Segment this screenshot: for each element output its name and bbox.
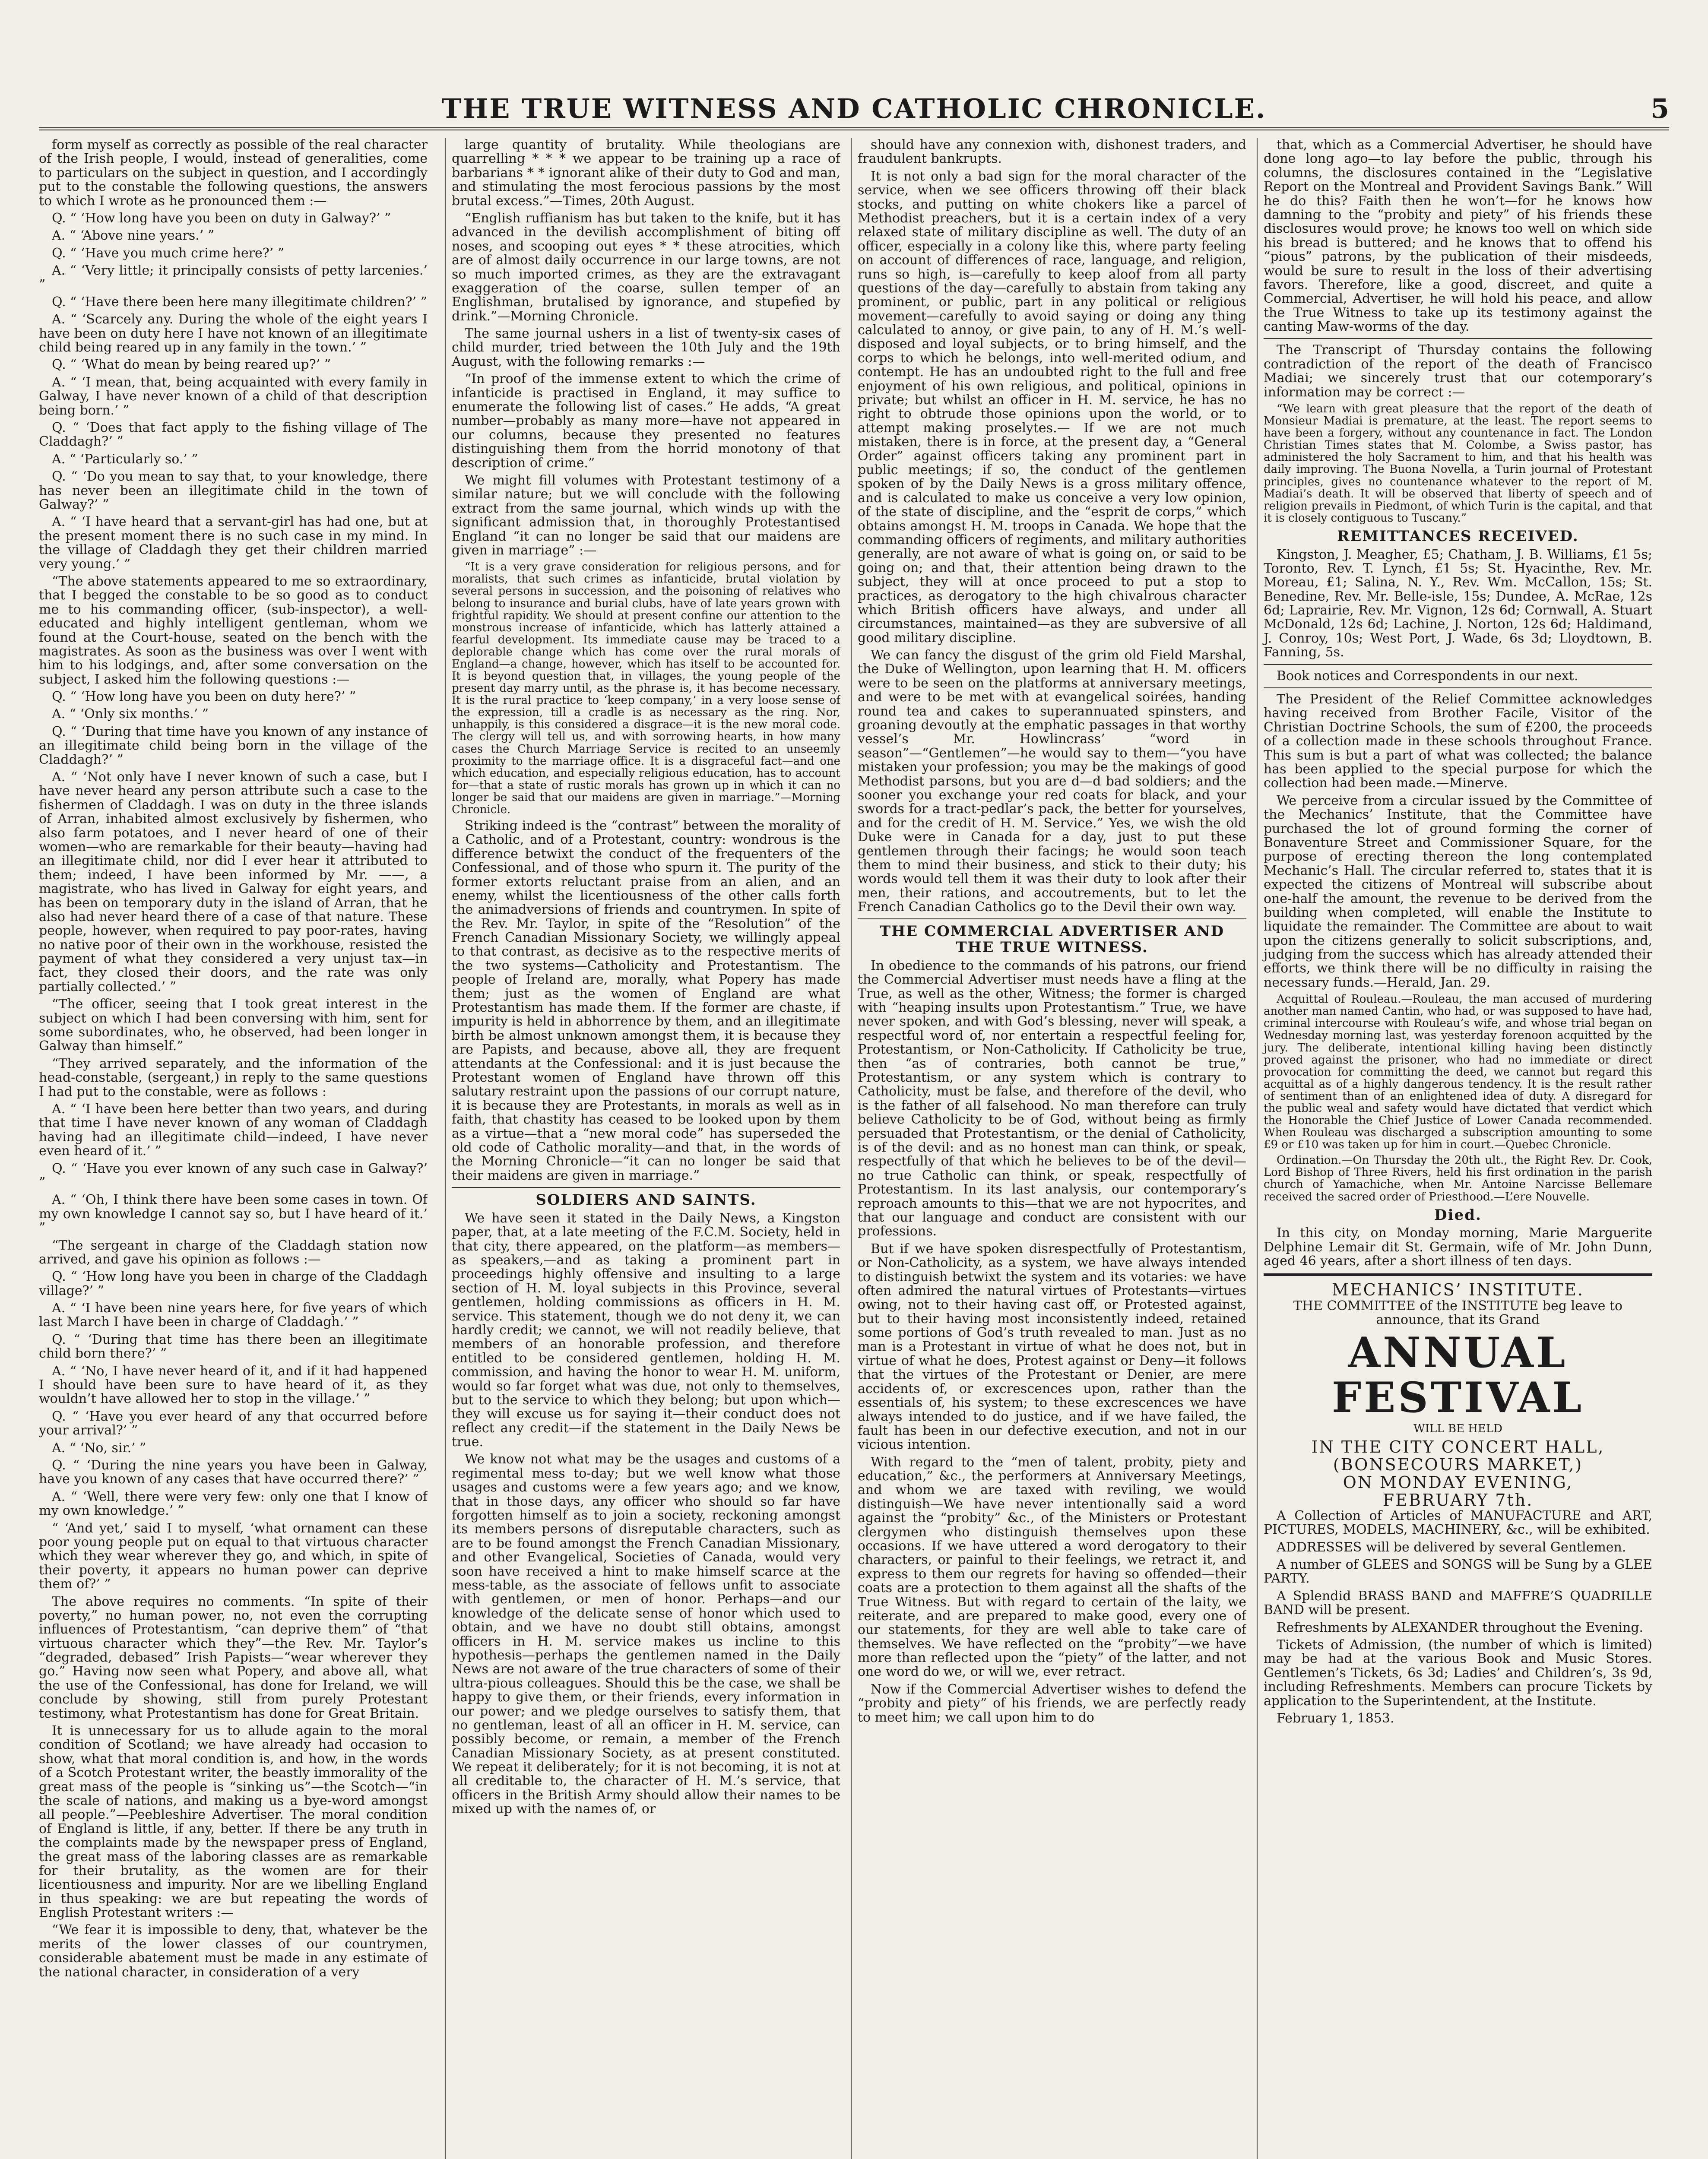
paragraph: “English ruffianism has but taken to the knife, but it has advanced in the devilish accomplishment of biting off noses, and scooping out eyes * * these atrocities, which are of almost daily occurrence in our large towns, are not so much imported crimes, as they are the extravagant exaggeration of the coarse, sullen temper of an Englishman, brutalised by ignorance, and stupefied by drink.”—Morning Chronicle. — [452, 210, 840, 324]
paragraph: A. “ ‘Not only have I never known of such a case, but I have never heard any person attribute such a case to the fishermen of Claddagh. I was on duty in the three islands of Arran, inhabited almost exclusively by fishermen, who also farm potatoes, and I never heard of one of their women—who are remarkable for their beauty—having had an illegitimate child, nor did I ever hear it attributed to them; indeed, I have been informed by Mr. ——, a magistrate, who has lived in Galway for eight years, and has been on temporary duty in the island of Arran, that he also had never heard there of a case of that nature. These people, however, when required to pay poor-rates, having no native poor of their own in the workhouse, resisted the payment of what they considered a very unjust tax—in fact, they closed their doors, and the rate was only partially collected.’ ” — [39, 769, 428, 994]
paragraph: A. “ ‘Particularly so.’ ” — [52, 451, 198, 467]
paragraph: “ ‘And yet,’ said I to myself, ‘what ornament can these poor young people put on equal to that virtuous character which they wear wherever they go, and which, in spite of their poverty, it appears no human power can deprive them of?’ ” — [39, 1520, 428, 1592]
column-3 — [851, 138, 1246, 2159]
newspaper-title: THE TRUE WITNESS AND CATHOLIC CHRONICLE. — [441, 93, 1267, 124]
paragraph: The Transcript of Thursday contains the following contradiction of the report of the death of Francisco Madiai; we sincerely trust that our cotemporary’s information may be correct :— — [1264, 342, 1652, 400]
ad-venue: IN THE CITY CONCERT HALL, — [1311, 1437, 1605, 1456]
paragraph: We might fill volumes with Protestant testimony of a similar nature; but we will conclude with the following extract from the same journal, which winds up with the significant admission that, in thoroughly Protestantised England “it can no longer be said that our maidens are given in marriage” :— — [452, 472, 840, 558]
ad-evening: ON MONDAY EVENING, — [1343, 1472, 1573, 1492]
paragraph: We know not what may be the usages and customs of a regimental mess to-day; but we well know what those usages and customs were a few years ago; and we know, that in those days, any officer who should so far have forgotten himself as to join a society, reckoning amongst its members persons of disreputable characters, such as are to be found amongst the French Canadian Missionary, and other Evangelical, Societies of Canada, would very soon have received a hint to make himself scarce at the mess-table, as the associate of fellows unfit to associate with gentlemen, or men of honor. Perhaps—and our knowledge of the delicate sense of honor which used to obtain, and we have no doubt still obtains, amongst officers in H. M. service makes us incline to this hypothesis—perhaps the gentlemen named in the Daily News are not aware of the true characters of some of their ultra-pious colleagues. Should this be the case, we shall be happy to give them, or their friends, every information in our power; and we pledge ourselves to satisfy them, that no gentleman, least of all an officer in H. M. service, can possibly become, or remain, a member of the French Canadian Missionary Society, as at present constituted. We repeat it deliberately; for it is not becoming, it is not at all creditable to, the character of H. M.’s service, that officers in the British Army should allow their names to be mixed up with the names of, or — [452, 1452, 840, 1817]
divider — [1264, 664, 1652, 665]
paragraph: A. “ ‘No, sir.’ ” — [52, 1440, 146, 1456]
paragraph: It is not only a bad sign for the moral character of the service, when we see officers throwing off their black stocks, and putting on white chokers like a parcel of Methodist preachers, but it is a certain index of a very relaxed state of military discipline as well. The duty of an officer, especially in a colony like this, where party feeling on account of differences of race, language, and religion, runs so high, is—carefully to keep aloof from all party questions of the day—carefully to abstain from taking any prominent, or public, part in any political or religious movement—carefully to avoid saying or doing any thing calculated to annoy, or give pain, to any of H. M.’s well-disposed and loyal subjects, or to bring himself, and the corps to which he belongs, into well-merited odium, and contempt. He has an undoubted right to the full and free enjoyment of his own religious, and political, opinions in private; but whilst an officer in H. M. service, he has no right to obtrude those opinions upon the world, or to attempt making proselytes.— If we are not much mistaken, there is in force, at the present day, a “General Order” against officers taking any prominent part in public meetings; if so, the conduct of the gentlemen spoken of by the Daily News is a gross military offence, and is calculated to make us conceive a very low opinion, of the state of discipline, and the “esprit de corps,” which obtains amongst H. M. troops in Canada. We hope that the commanding officers of regiments, and military authorities generally, are not aware of what is going on, or said to be going on; and that, their attention being drawn to the subject, they will at once proceed to put a stop to practices, as derogatory to the high chivalrous character which British officers have always, and under all circumstances, maintained—as they are subversive of all good military discipline. — [858, 168, 1246, 646]
died-heading: Died. — [1434, 1206, 1482, 1224]
divider — [1264, 338, 1652, 339]
paragraph: Q. “ ‘Have there been here many illegitimate children?’ ” — [52, 294, 428, 310]
paragraph: Ordination.—On Thursday the 20th ult., the Right Rev. Dr. Cook, Lord Bishop of Three Rivers, held his first ordination in the parish church of Yamachiche, when Mr. Antoine Narcisse Bellemare received the sacred order of Priesthood.—L’ere Nouvelle. — [1264, 1154, 1652, 1203]
paragraph: A. “ ‘Only six months.’ ” — [52, 706, 209, 722]
paragraph: Q. “ ‘How long have you been in charge of the Claddagh village?’ ” — [39, 1269, 428, 1298]
ad-title: ANNUAL FESTIVAL — [1331, 1328, 1584, 1422]
paragraph: “The sergeant in charge of the Claddagh station now arrived, and gave his opinion as follows :— — [39, 1238, 428, 1267]
paragraph: should have any connexion with, dishonest traders, and fraudulent bankrupts. — [858, 138, 1246, 167]
ad-line: ADDRESSES will be delivered by several Gentlemen. — [1277, 1539, 1626, 1555]
paragraph: Striking indeed is the “contrast” between the morality of a Catholic, and of a Protestant, country: wondrous is the difference betwixt the conduct of the frequenters of the Confessional, and of those who spurn it. The purity of the former extorts reluctant praise from an alien, and an enemy, whilst the licentiousness of the other calls forth the animadversions of friends and countrymen. In spite of the Rev. Mr. Taylor, in spite of the “Resolution” of the French Canadian Missionary Society, we willingly appeal to that contrast, as decisive as to the respective merits of the two systems—Catholicity and Protestantism. The people of Ireland are, morally, what Popery has made them; just as the women of England are what Protestantism has made them. If the former are chaste, if impurity is held in abhorrence by them, and an illegitimate birth be almost unknown amongst them, it is because they are Papists, and because, above all, they are frequent attendants at the Confessional: and it is just because the Protestant women of England have thrown off this salutary restraint upon the passions of our corrupt nature, it is because they are Protestants, in morals as well as in faith, that chastity has ceased to be looked upon by them as a virtue—that a “new moral code” has superseded the old code of Catholic morality—and that, in the words of the Morning Chronicle—“it can no longer be said that their maidens are given in marriage.” — [452, 818, 840, 1183]
paragraph: A. “ ‘I mean, that, being acquainted with every family in Galway, I have never known of a child of that description being born.’ ” — [39, 374, 428, 418]
column-4 — [1257, 138, 1652, 2159]
paragraph: But if we have spoken disrespectfully of Protestantism, or Non-Catholicity, as a system, we have always intended to distinguish betwixt the system and its votaries: we have often admired the natural virtues of Protestants—virtues owing, not to their having cast off, or Protested against, but to their having most inconsistently indeed, retained some portions of God’s truth revealed to man. Just as no man is a Protestant in virtue of what he does not, but in virtue of what he does, Protest against or Deny—it follows that the virtues of the Protestant or Denier, are mere accidents of, or excrescences upon, rather than the essentials of, his system; to these excrescences we have always intended to do justice, and if we have failed, the fault has been in our defective execution, and not in our vicious intention. — [858, 1241, 1246, 1453]
paragraph: Q. “ ‘What do mean by being reared up?’ ” — [52, 357, 331, 373]
paragraph: A. “ ‘Scarcely any. During the whole of the eight years I have been on duty here I have not known of an illegitimate child being reared up in any family in the town.’ ” — [39, 312, 428, 355]
paragraph: Q. “ ‘Have you ever heard of any that occurred before your arrival?’ ” — [39, 1409, 428, 1438]
paragraph: large quantity of brutality. While theologians are quarrelling * * * we appear to be training up a race of barbarians * * ignorant alike of their duty to God and man, and stimulating the most ferocious passions by the most brutal excess.”—Times, 20th August. — [452, 138, 840, 209]
paragraph: A. “ ‘Above nine years.’ ” — [52, 228, 215, 244]
ad-line: A number of GLEES and SONGS will be Sung by a GLEE PARTY. — [1264, 1557, 1652, 1586]
paragraph: In obedience to the commands of his patrons, our friend the Commercial Advertiser must needs have a fling at the True, as well as the other, Witness; the former is charged with “heaping insults upon Protestantism.” True, we have never spoken, and with God’s blessing, never will speak, a respectful word of, nor entertain a respectful feeling for, Protestantism, or Non-Catholicity. If Catholicity be true, then “as of contraries, both cannot be true,” Protestantism, or any system which is contrary to Catholicity, must be false, and therefore of the devil, who is the father of all falsehood. No man therefore can truly believe Catholicity to be of God, without being as firmly persuaded that Protestantism, or the denial of Catholicity, is of the devil: and as no honest man can think, or speak, respectfully of that which he believes to be of the devil—no true Catholic can think, or speak, respectfully of Protestantism. In its last analysis, our contemporary’s reproach amounts to this—that we are not hypocrites, and that our language and conduct are consistent with our professions. — [858, 958, 1246, 1239]
ad-heading: MECHANICS’ INSTITUTE. — [1331, 1280, 1584, 1300]
paragraph: Q. “ ‘Have you much crime here?’ ” — [52, 245, 285, 261]
column-1 — [39, 138, 428, 2159]
paragraph: “It is a very grave consideration for religious persons, and for moralists, that such crimes as infanticide, brutal violation by several persons in succession, and the poisoning of relatives who belong to insurance and burial clubs, have of late years grown with frightful rapidity. We should at present confine our attention to the monstrous increase of infanticide, which has latterly attained a fearful development. Its immediate cause may be traced to a deplorable change which has come over the rural morals of England—a change, however, which has itself to be accounted for. It is beyond question that, in villages, the young people of the present day marry until, as the phrase is, it has become necessary. It is the rural practice to ‘keep company,’ in a very loose sense of the expression, till a cradle is as necessary as the ring. Nor, unhappily, is this considered a disgrace—it is the new moral code. The clergy will tell us, and with sorrowing hearts, in how many cases the Church Marriage Service is recited to an unseemly proximity to the marriage office. It is a disgraceful fact—and one which education, and especially religious education, has to account for—that a state of rustic morals has grown up in which it can no longer be said that our maidens are given in marriage.”—Morning Chronicle. — [452, 560, 840, 816]
divider — [858, 918, 1246, 919]
paragraph: Q. “ ‘During that time have you known of any instance of an illegitimate child being born in the village of the Claddagh?’ ” — [39, 724, 428, 767]
paragraph: The President of the Relief Committee acknowledges having received from Brother Facile, Visitor of the Christian Doctrine Schools, the sum of £200, the proceeds of a collection made in these schools throughout France. This sum is but a part of what was collected; the balance has been applied to the special purpose for which the collection had been made.—Minerve. — [1264, 692, 1652, 791]
paragraph: A. “ ‘I have been here better than two years, and during that time I have never known of any woman of Claddagh having had an illegitimate child—indeed, I have never even heard of it.’ ” — [39, 1102, 428, 1159]
ad-intro: THE COMMITTEE of the INSTITUTE beg leave to announce, that its Grand — [1293, 1298, 1623, 1327]
ad-line: A Splendid BRASS BAND and MAFFRE’S QUADRILLE BAND will be present. — [1264, 1588, 1652, 1618]
paragraph: Q. “ ‘During that time has there been an illegitimate child born there?’ ” — [39, 1332, 428, 1361]
ad-date: FEBRUARY 7th. — [1382, 1490, 1534, 1510]
ad-line: A Collection of Articles of MANUFACTURE and ART, PICTURES, MODELS, MACHINERY, &c., will be exhibited. — [1264, 1508, 1652, 1538]
section-heading: THE COMMERCIAL ADVERTISER AND THE TRUE WITNESS. — [879, 923, 1225, 956]
divider — [1264, 1273, 1652, 1276]
paragraph: “We learn with great pleasure that the report of the death of Monsieur Madiai is premature, at the least. The report seems to have been a forgery, without any countenance in fact. The London Christian Times states that M. Colombe, a Swiss pastor, has administered the holy Sacrament to him, and that his health was daily improving. The Buona Novella, a Turin journal of Protestant principles, gives no countenance whatever to the report of M. Madiai’s death. It will be observed that liberty of speech and of religion prevails in Piedmont, of which Turin is the capital, and that it is closely contiguous to Tuscany.” — [1264, 402, 1652, 525]
section-heading: SOLDIERS AND SAINTS. — [536, 1191, 757, 1209]
paragraph: In this city, on Monday morning, Marie Marguerite Delphine Lemair dit St. Germain, wife of Mr. John Dunn, aged 46 years, after a short illness of ten days. — [1264, 1225, 1652, 1269]
paragraph: A. “ ‘I have been nine years here, for five years of which last March I have been in charge of Claddagh.’ ” — [39, 1301, 428, 1330]
ad-market: (BONSECOURS MARKET,) — [1333, 1455, 1583, 1474]
paragraph: The above requires no comments. “In spite of their poverty,” no human power, no, not even the corrupting influences of Protestantism, “can deprive them” of “that virtuous character which they”—the Rev. Mr. Taylor’s “degraded, debased” Irish Papists—“wear wherever they go.” Having now seen what Popery, and above all, what the use of the Confessional, has done for Ireland, we will conclude by showing, still from purely Protestant testimony, what Protestantism has done for Great Britain. — [39, 1594, 428, 1721]
paragraph: The same journal ushers in a list of twenty-six cases of child murder, tried between the 10th July and the 19th August, with the following remarks :— — [452, 326, 840, 369]
paragraph: Now if the Commercial Advertiser wishes to defend the “probity and piety” of his friends, we are perfectly ready to meet him; we call upon him to do — [858, 1681, 1246, 1725]
page-number: 5 — [1650, 93, 1669, 124]
paragraph: Q. “ ‘Do you mean to say that, to your knowledge, there has never been an illegitimate child in the town of Galway?’ ” — [39, 469, 428, 512]
paragraph: A. “ ‘Oh, I think there have been some cases in town. Of my own knowledge I cannot say so, but I have heard of it.’ ” — [39, 1192, 428, 1236]
columns — [39, 138, 1669, 2159]
paragraph: “In proof of the immense extent to which the crime of infanticide is practised in England, it may suffice to enumerate the following list of cases.” He adds, “A great number—probably as many more—have not appeared in our columns, because they presented no features distinguishing them from the horrid monotony of that description of crime.” — [452, 371, 840, 471]
paragraph: A. “ ‘I have heard that a servant-girl has had one, but at the present moment there is no such case in my mind. In the village of Claddagh they get their children married very young.’ ” — [39, 514, 428, 572]
ad-line: Tickets of Admission, (the number of which is limited) may be had at the various Book and Music Stores. Gentlemen’s Tickets, 6s 3d; Ladies’ and Children’s, 3s 9d, including Refreshments. Members can procure Tickets by application to the Superintendent, at the Institute. — [1264, 1637, 1652, 1709]
paragraph: A. “ ‘Very little; it principally consists of petty larcenies.’ ” — [39, 263, 428, 292]
paragraph: Q. “ ‘How long have you been on duty in Galway?’ ” — [52, 210, 391, 226]
ad-dated: February 1, 1853. — [1277, 1710, 1394, 1726]
paragraph: With regard to the “men of talent, probity, piety and education,” &c., the performers at Anniversary Meetings, and whom we are taxed with reviling, we would distinguish—We have never intentionally said a word against the “probity” &c., of the Ministers or Protestant clergymen who distinguish themselves upon these occasions. If we have uttered a word derogatory to their characters, or painful to their feelings, we retract it, and express to them our regrets for having so offended—their coats are a protection to them against all the shafts of the True Witness. But with regard to certain of the laity, we reiterate, and are prepared to make good, every one of our statements, for they are well able to take care of themselves. We have reflected on the “probity”—we have more than reflected upon the “piety” of the latter, and not one word do we, or will we, ever retract. — [858, 1454, 1246, 1680]
ad-line: Refreshments by ALEXANDER throughout the Evening. — [1277, 1620, 1644, 1635]
masthead — [39, 89, 1669, 130]
paragraph: “The officer, seeing that I took great interest in the subject on which I had been conversing with him, sent for some subordinates, who, he observed, had been longer in Galway than himself.” — [39, 997, 428, 1054]
paragraph: Acquittal of Rouleau.—Rouleau, the man accused of murdering another man named Cantin, who had, or was supposed to have had, criminal intercourse with Rouleau’s wife, and whose trial began on Wednesday morning last, was yesterday forenoon acquitted by the jury. The deliberate, intentional killing having been distinctly proved against the prisoner, who had no immediate or direct provocation for committing the deed, we cannot but regard this acquittal as of a highly dangerous tendency. It is the result rather of sentiment than of an enlightened idea of duty. A disregard for the public weal and safety would have dictated that verdict which the Honorable the Chief Justice of Lower Canada recommended. When Rouleau was discharged a subscription amounting to some £9 or £10 was taken up for him in court.—Quebec Chronicle. — [1264, 993, 1652, 1152]
paragraph: “We fear it is impossible to deny, that, whatever be the merits of the lower classes of our countrymen, considerable abatement must be made in any estimate of the national character, in consideration of a very — [39, 1922, 428, 1980]
paragraph: A. “ ‘No, I have never heard of it, and if it had happened I should have been sure to have heard of it, as they wouldn’t have allowed her to stop in the village.’ ” — [39, 1363, 428, 1407]
paragraph: form myself as correctly as possible of the real character of the Irish people, I would, instead of generalities, come to particulars on the subject in question, and I accordingly put to the constable the following questions, the answers to which I wrote as he pronounced them :— — [39, 138, 428, 209]
paragraph: Book notices and Correspondents in our next. — [1277, 668, 1578, 684]
paragraph: “They arrived separately, and the information of the head-constable, (sergeant,) in reply to the same questions I had put to the constable, were as follows : — [39, 1056, 428, 1099]
paragraph: It is unnecessary for us to allude again to the moral condition of Scotland; we have already had occasion to show, what that moral condition is, and how, in the words of a Scotch Protestant writer, the beastly immorality of the great mass of the people is “sinking us”—the Scotch—“in the scale of nations, and making us a bye-word amongst all people.”—Peebleshire Advertiser. The moral condition of England is little, if any, better. If there be any truth in the complaints made by the newspaper press of England, the great mass of the laboring classes are as remarkable for their brutality, as the women are for their licentiousness and impurity. Nor are we libelling England in thus speaking: we are but repeating the words of English Protestant writers :— — [39, 1723, 428, 1921]
paragraph: We have seen it stated in the Daily News, a Kingston paper, that, at a late meeting of the F.C.M. Society, held in that city, there appeared, on the platform—as members—as speakers,—and as taking a prominent part in proceedings highly offensive and insulting to a large section of H. M. loyal subjects in this Province, several gentlemen, holding commissions as officers in H. M. service. This statement, though we do not deny it, we can hardly credit; we cannot, we will not readily believe, that members of an honorable profession, and therefore entitled to be considered gentlemen, holding H. M. commission, and having the honor to wear H. M. uniform, would so far forget what was due, not only to themselves, but to the service to which they belong; but upon which—they will excuse us for saying it—their conduct does not reflect any credit—if the statement in the Daily News be true. — [452, 1210, 840, 1450]
divider — [452, 1187, 840, 1188]
column-2 — [445, 138, 840, 2159]
paragraph: “The above statements appeared to me so extraordinary, that I begged the constable to be so good as to conduct me to his commanding officer, (sub-inspector), a well-educated and highly intelligent gentleman, whom we found at the Court-house, seated on the bench with the magistrates. As soon as the business was over I went with him to his lodgings, and, after some conversation on the subject, I asked him the following questions :— — [39, 573, 428, 687]
ad-held: WILL BE HELD — [1413, 1422, 1502, 1435]
paragraph: A. “ ‘Well, there were very few: only one that I know of my own knowledge.’ ” — [39, 1489, 428, 1519]
paragraph: Q. “ ‘Does that fact apply to the fishing village of The Claddagh?’ ” — [39, 420, 428, 450]
paragraph: We perceive from a circular issued by the Committee of the Mechanics’ Institute, that the Committee have purchased the lot of ground forming the corner of Bonaventure Street and Commissioner Square, for the purpose of erecting thereon the long contemplated Mechanic’s Hall. The circular referred to, states that it is expected the citizens of Montreal will subscribe about one-half the amount, the revenue to be derived from the building when completed, will enable the Institute to liquidate the remainder. The Committee are about to wait upon the citizens generally to solicit subscriptions, and, judging from the success which has already attended their efforts, we think there will be no difficulty in raising the necessary funds.—Herald, Jan. 29. — [1264, 793, 1652, 990]
section-heading: REMITTANCES RECEIVED. — [1337, 527, 1579, 545]
paragraph: Kingston, J. Meagher, £5; Chatham, J. B. Williams, £1 5s; Toronto, Rev. T. Lynch, £1 5s; St. Hyacinthe, Rev. Mr. Moreau, £1; Salina, N. Y., Rev. Wm. McCallon, 15s; St. Benedine, Rev. Mr. Belle-isle, 15s; Dundee, A. McRae, 12s 6d; Laprairie, Rev. Mr. Vignon, 12s 6d; Cornwall, A. Stuart McDonald, 12s 6d; Lachine, J. Norton, 12s 6d; Haldimand, J. Conroy, 10s; West Port, J. Wade, 6s 3d; Lloydtown, B. Fanning, 5s. — [1264, 547, 1652, 660]
paragraph: Q. “ ‘How long have you been on duty here?’ ” — [52, 689, 356, 705]
paragraph: Q. “ ‘During the nine years you have been in Galway, have you known of any cases that have occurred there?’ ” — [39, 1457, 428, 1487]
paragraph: Q. “ ‘Have you ever known of any such case in Galway?’ ” — [39, 1161, 428, 1190]
divider — [1264, 687, 1652, 688]
paragraph: that, which as a Commercial Advertiser, he should have done long ago—to lay before the public, through his columns, the disclosures contained in the “Legislative Report on the Montreal and Provident Savings Bank.” Will he do this? Faith then he won’t—for he knows how damning to the “probity and piety” of his friends these disclosures would prove; he knows too well on which side his bread is buttered; and he knows that to offend his “pious” patrons, by the publication of their misdeeds, would be sure to result in the loss of their advertising favors. Therefore, like a good, discreet, and quite a Commercial, Advertiser, he will hold his peace, and allow the True Witness to take up its testimony against the canting Maw-worms of the day. — [1264, 138, 1652, 335]
paragraph: We can fancy the disgust of the grim old Field Marshal, the Duke of Wellington, upon learning that H. M. officers were to be seen on the platforms at anniversary meetings, and were to be met with at evangelical soirées, handing round tea and cakes to superannuated spinsters, and groaning devoutly at the emphatic passages in that worthy vessel’s Mr. Howlincrass’ “word in season”—“Gentlemen”—he would say to them—“you have mistaken your profession; you may be the makings of good Methodist parsons, but you are d—d bad soldiers; and the sooner you exchange your red coats for black, and your swords for a tract-pedlar’s pack, the better for yourselves, and for the credit of H. M. Service.” Yes, we wish the old Duke were in Canada for a day, just to put these gentlemen through their facings; he would soon teach them to mind their business, and stick to their duty; his words would tell them it was their duty to look after their men, their rations, and accoutrements, but to let the French Canadian Catholics go to the Devil their own way. — [858, 648, 1246, 915]
